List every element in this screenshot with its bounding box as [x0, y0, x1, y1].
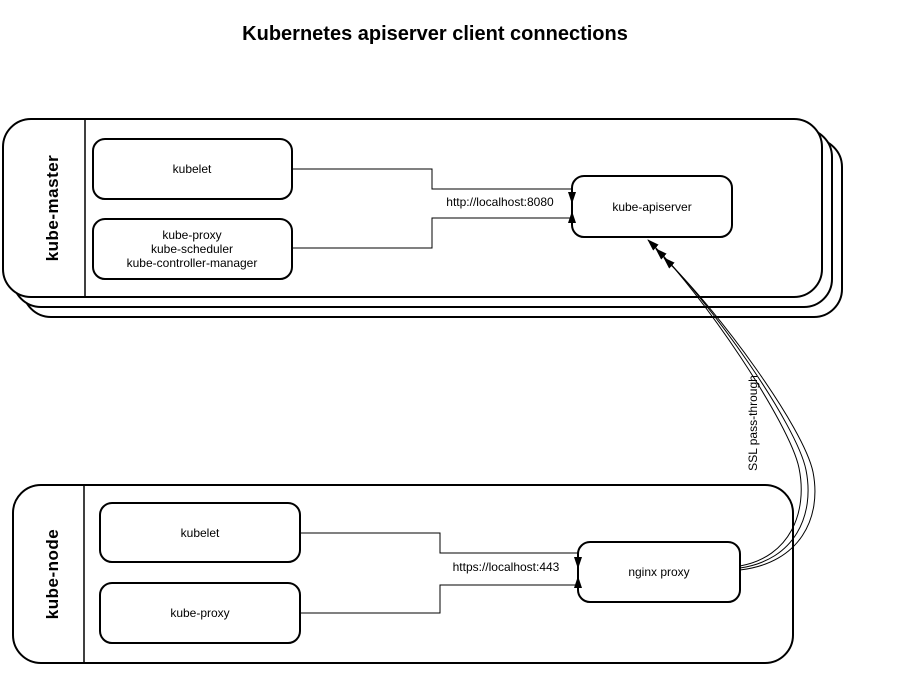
kube-node-label: kube-node: [43, 528, 62, 620]
kube-master-label: kube-master: [43, 154, 62, 262]
kube-apiserver-label: kube-apiserver: [612, 200, 692, 214]
master-kubelet-label: kubelet: [172, 162, 212, 176]
ssl-passthrough-label: SSL pass-through: [746, 375, 760, 471]
diagram-title: Kubernetes apiserver client connections: [242, 23, 628, 45]
master-services-label-1: kube-proxy: [162, 228, 222, 242]
kube-master-cluster: [3, 119, 842, 317]
edge-label-https-localhost-443: https://localhost:443: [452, 560, 560, 574]
edge-label-http-localhost-8080: http://localhost:8080: [446, 195, 554, 209]
nginx-proxy-label: nginx proxy: [628, 565, 690, 579]
node-kube-proxy-label: kube-proxy: [170, 606, 230, 620]
master-services-label-3: kube-controller-manager: [126, 256, 258, 270]
master-services-label-2: kube-scheduler: [150, 242, 234, 256]
node-kubelet-label: kubelet: [180, 526, 220, 540]
kube-node-cluster: [13, 485, 793, 663]
